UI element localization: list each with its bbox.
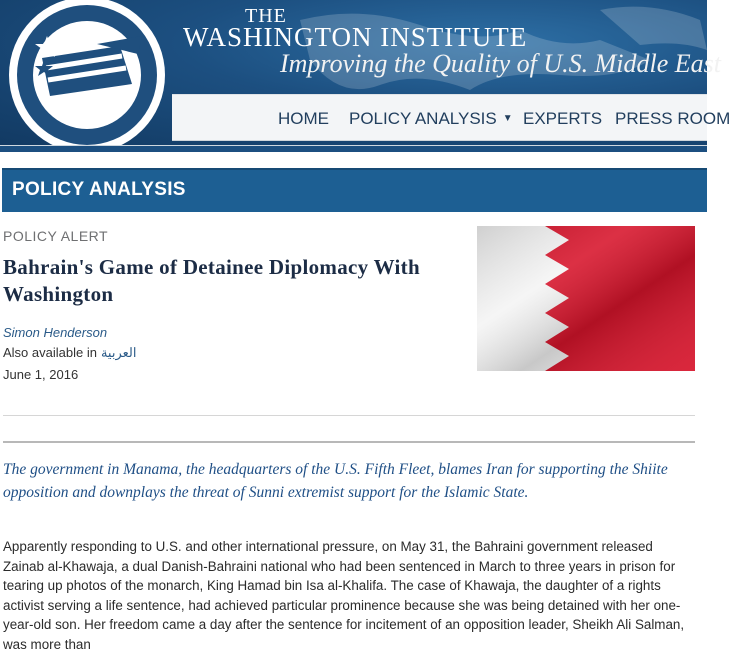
section-header — [2, 168, 707, 212]
site-header — [0, 0, 730, 145]
nav-home-label: HOME — [278, 109, 329, 128]
article-summary: The government in Manama, the headquarters of the U.S. Fifth Fleet, blames Iran for supporting the Shiite opposition and downplays the threat of Sunni extremist support for the Islamic State. — [3, 461, 668, 501]
nav-item-home[interactable] — [278, 109, 329, 129]
article-kicker: POLICY ALERT — [3, 228, 109, 244]
bahrain-flag-image — [477, 226, 695, 371]
author-link[interactable]: Simon Henderson — [3, 325, 108, 340]
divider — [3, 415, 695, 416]
brand-tagline: Improving the Quality of U.S. Middle East — [280, 49, 721, 78]
nav-item-experts[interactable] — [523, 109, 602, 129]
arabic-version-link[interactable]: العربية — [100, 345, 137, 360]
brand-name[interactable]: WASHINGTON INSTITUTE — [183, 22, 528, 52]
institute-logo[interactable] — [2, 0, 172, 154]
header-divider — [0, 145, 707, 152]
publish-date: June 1, 2016 — [3, 367, 79, 382]
nav-experts-label: EXPERTS — [523, 109, 603, 128]
main-nav — [172, 94, 730, 141]
article-body: Apparently responding to U.S. and other international pressure, on May 31, the Bahraini government released Zainab al-Khawaja, a dual Danish-Bahraini national who had been sentenced in March to three years in prison for tearing up photos of the monarch, King Hamad bin Isa al-Khalifa. The case of Khawaja, the daughter of a rights activist serving a life sentence, had achieved particular prominence because she was being detained with her one-year-old son. Her freedom came a day after the sentence for incitement of an opposition leader, Sheikh Ali Salman, was more than — [3, 539, 685, 652]
article-headline: Bahrain's Game of Detainee Diplomacy With Washington — [3, 255, 420, 306]
nav-policy-analysis-label: POLICY ANALYSIS — [349, 109, 497, 128]
nav-item-policy-analysis[interactable] — [349, 109, 513, 129]
chevron-down-icon: ▼ — [502, 113, 513, 124]
nav-press-room-label: PRESS ROOM — [615, 109, 730, 128]
also-available-label: Also available in — [3, 345, 97, 360]
section-title: POLICY ANALYSIS — [12, 179, 186, 200]
nav-item-press-room[interactable] — [615, 109, 730, 129]
also-available — [3, 345, 136, 361]
brand-the: THE — [245, 5, 287, 27]
divider-strong — [3, 441, 695, 443]
